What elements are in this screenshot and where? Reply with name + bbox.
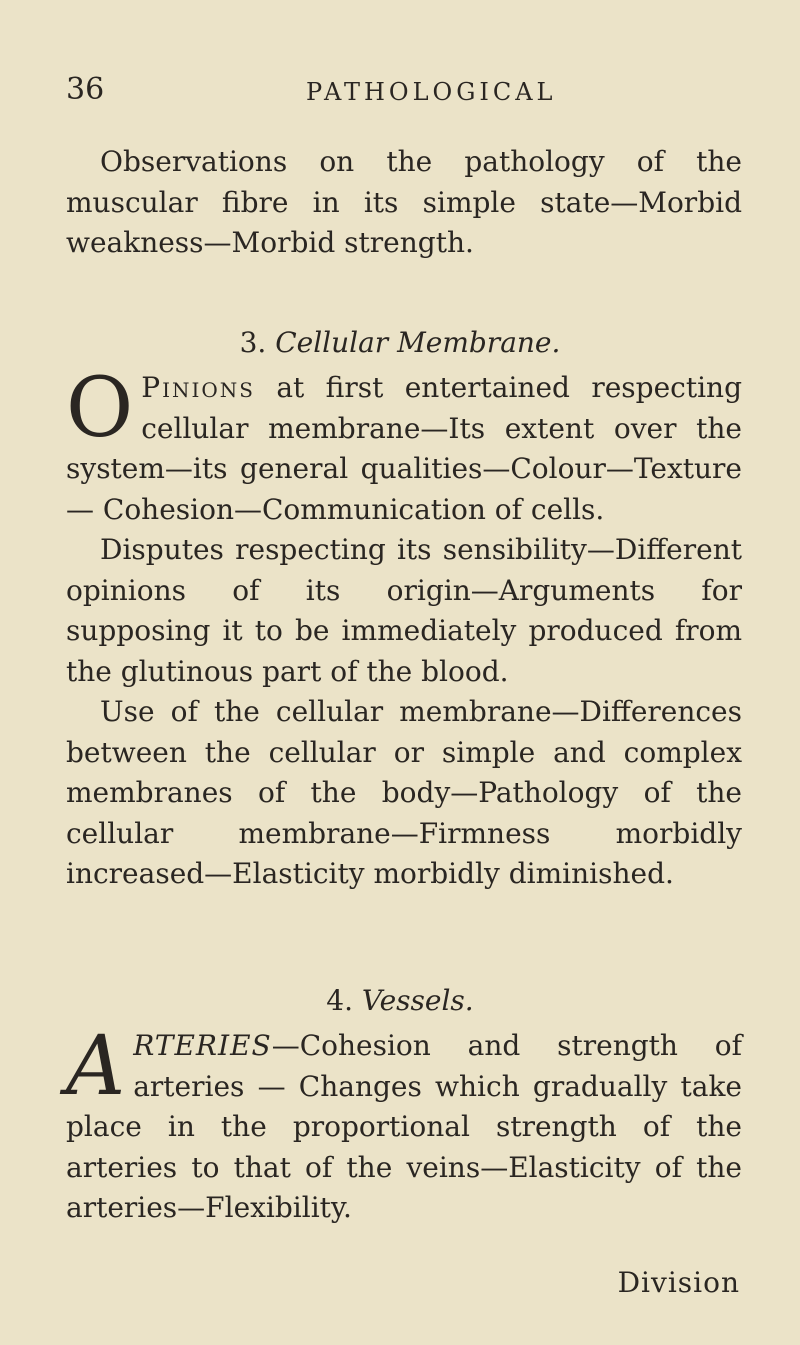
drop-cap-a: A — [66, 1019, 126, 1114]
summary-text: Observations on the pathology of the muscular fibre in its simple state—Morbid weakness—Morbid strength. — [66, 145, 742, 259]
section-3-heading — [0, 326, 800, 359]
section-4-paragraph-1 — [66, 1019, 742, 1229]
section-4-title: Vessels. — [361, 984, 474, 1017]
lead-word: RTERIES — [133, 1029, 272, 1062]
lead-word: Pinions — [141, 371, 255, 404]
section-3-title: Cellular Membrane. — [275, 326, 561, 359]
chapter-summary — [66, 142, 742, 264]
section-3-number: 3. — [239, 326, 267, 359]
section-4-body — [66, 1019, 742, 1229]
section-4-heading — [0, 984, 800, 1017]
running-head: PATHOLOGICAL — [306, 78, 557, 106]
paragraph-1-text: at first entertained respecting cellular membrane—Its extent over the system—its general qualities—Colour—Texture — Cohesion—Communication of cells. — [66, 371, 742, 526]
page-header — [66, 72, 734, 116]
section-3-paragraph-1 — [66, 361, 742, 530]
section-3-paragraphs — [66, 530, 742, 895]
drop-cap-o: O — [66, 361, 134, 456]
page-number: 36 — [66, 72, 105, 107]
catchword: Division — [617, 1266, 740, 1299]
section-3-paragraph-3: Use of the cellular membrane—Differences between the cellular or simple and complex membranes of the body—Pathology of the cellular membrane—Firmness morbidly increased—Elasticity morbidly diminished. — [66, 695, 742, 890]
section-3-paragraph-2: Disputes respecting its sensibility—Different opinions of its origin—Arguments for supposing it to be immediately produced from the glutinous part of the blood. — [66, 533, 742, 688]
section-3-body — [66, 361, 742, 895]
section-4-number: 4. — [326, 984, 354, 1017]
paragraph-1-text: —Cohesion and strength of arteries — Changes which gradually take place in the proportional strength of the arteries to that of the veins—Elasticity of the arteries—Flexibility. — [66, 1029, 742, 1224]
